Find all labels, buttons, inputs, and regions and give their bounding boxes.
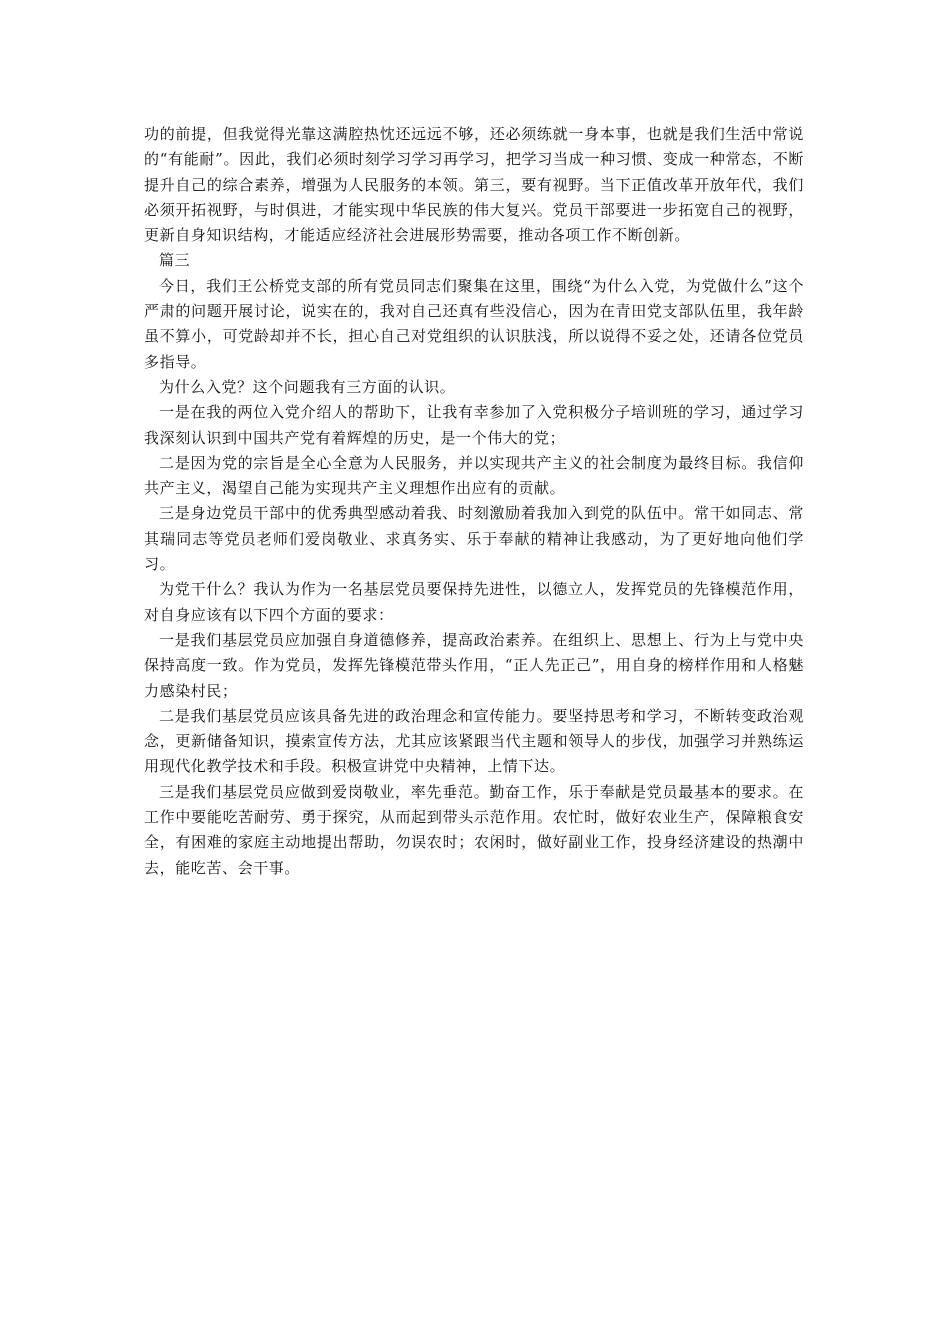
paragraph: 三是身边党员干部中的优秀典型感动着我、时刻激励着我加入到党的队伍中。常干如同志、常其瑞同志等党员老师们爱岗敬业、求真务实、乐于奉献的精神让我感动，为了更好地向他们学习。	[144, 504, 804, 574]
paragraph: 三是我们基层党员应做到爱岗敬业，率先垂范。勤奋工作，乐于奉献是党员最基本的要求。在工作中要能吃苦耐劳、勇于探究，从而起到带头示范作用。农忙时，做好农业生产，保障粮食安全，有困难的家庭主动地提出帮助，勿误农时；农闲时，做好副业工作，投身经济建设的热潮中去，能吃苦、会干事。	[144, 782, 804, 877]
paragraph: 今日，我们王公桥党支部的所有党员同志们聚集在这里，围绕“为什么入党，为党做什么”这个严肃的问题开展讨论，说实在的，我对自己还真有些没信心，因为在青田党支部队伍里，我年龄虽不算小，可党龄却并不长，担心自己对党组织的认识肤浅，所以说得不妥之处，还请各位党员多指导。	[144, 276, 804, 371]
paragraph: 二是因为党的宗旨是全心全意为人民服务，并以实现共产主义的社会制度为最终目标。我信仰共产主义，渴望自己能为实现共产主义理想作出应有的贡献。	[144, 453, 804, 498]
paragraph: 一是在我的两位入党介绍人的帮助下，让我有幸参加了入党积极分子培训班的学习，通过学习我深刻认识到中国共产党有着辉煌的历史，是一个伟大的党；	[144, 403, 804, 447]
paragraph-continuation: 功的前提，但我觉得光靠这满腔热忱还远远不够，还必须练就一身本事，也就是我们生活中常说的“有能耐”。因此，我们必须时刻学习学习再学习，把学习当成一种习惯、变成一种常态，不断提升自己的综合素养，增强为人民服务的本领。第三，要有视野。当下正值改革开放年代，我们必须开拓视野，与时俱进，才能实现中华民族的伟大复兴。党员干部要进一步拓宽自己的视野，更新自身知识结构，才能适应经济社会进展形势需要，推动各项工作不断创新。	[144, 125, 804, 245]
paragraph: 为什么入党？这个问题我有三方面的认识。	[159, 377, 456, 396]
paragraph: 一是我们基层党员应加强自身道德修养，提高政治素养。在组织上、思想上、行为上与党中央保持高度一致。作为党员，发挥先锋模范带头作用，“正人先正己”，用自身的榜样作用和人格魅力感染村民；	[144, 630, 804, 700]
document-body	[144, 122, 804, 881]
paragraph: 二是我们基层党员应该具备先进的政治理念和宣传能力。要坚持思考和学习，不断转变政治观念，更新储备知识，摸索宣传方法，尤其应该紧跟当代主题和领导人的步伐，加强学习并熟练运用现代化教学技术和手段。积极宣讲党中央精神，上情下达。	[144, 706, 804, 776]
paragraph: 为党干什么？我认为作为一名基层党员要保持先进性，以德立人，发挥党员的先锋模范作用，对自身应该有以下四个方面的要求：	[144, 580, 804, 624]
section-heading: 篇三	[159, 251, 191, 270]
